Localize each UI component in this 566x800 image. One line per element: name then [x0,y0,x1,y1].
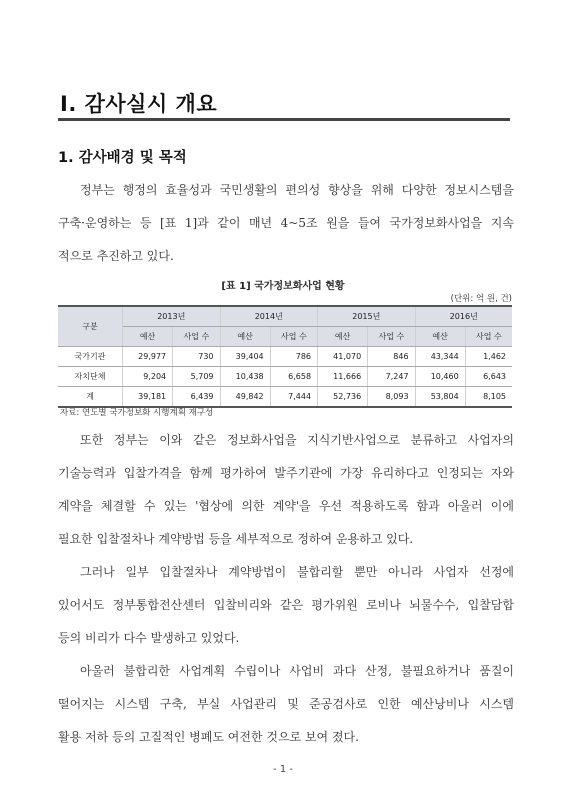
section-title: 1. 감사배경 및 목적 [58,150,187,166]
row-label: 국가기관 [58,347,123,367]
year-header: 2013년 [123,306,221,327]
body-line: 계약을 체결할 수 있는 '협상에 의한 계약'을 우선 적용하도록 함과 아울러 이에 [58,499,514,513]
table-cell: 53,804 [415,387,465,408]
budget-header: 예산 [318,327,368,347]
table-header-row [58,306,512,327]
table-cell: 1,462 [465,347,512,367]
page-number: - 1 - [273,764,293,775]
table-cell: 39,404 [220,347,270,367]
table-cell: 846 [368,347,415,367]
year-header: 2014년 [220,306,318,327]
body-line: 그러나 일부 입찰절차나 계약방법이 불합리할 뿐만 아니라 사업자 선정에 [80,565,514,579]
body-line: 떨어지는 시스템 구축, 부실 사업관리 및 준공검사로 인한 예산낭비나 시스템 [58,697,514,711]
table-cell: 6,658 [270,367,317,387]
table-cell: 49,842 [220,387,270,408]
table-cell: 8,093 [368,387,415,408]
body-line: 필요한 입찰절차나 계약방법 등을 세부적으로 정하여 운용하고 있다. [58,532,414,546]
table-cell: 43,344 [415,347,465,367]
count-header: 사업 수 [173,327,220,347]
body-line: 등의 비리가 다수 발생하고 있었다. [58,631,240,645]
table-cell: 5,709 [173,367,220,387]
table-row [58,367,512,387]
row-header-cell: 구분 [58,306,123,347]
intro-line: 정부는 행정의 효율성과 국민생활의 편의성 향상을 위해 다양한 정보시스템을 [80,183,514,197]
body-line: 기술능력과 입찰가격을 함께 평가하여 발주기관에 가장 유리하다고 인정되는 자와 [58,466,514,480]
intro-line: 적으로 추진하고 있다. [58,249,174,263]
chapter-title: Ⅰ. 감사실시 개요 [60,92,218,116]
body-line: 아울러 불합리한 사업계획 수립이나 사업비 과다 산정, 불필요하거나 품질이 [80,664,514,678]
intro-paragraph [58,180,514,279]
table-cell: 730 [173,347,220,367]
budget-header: 예산 [220,327,270,347]
table-subheader-row [58,327,512,347]
table-cell: 41,070 [318,347,368,367]
budget-header: 예산 [123,327,173,347]
table-cell: 7,247 [368,367,415,387]
table-cell: 9,204 [123,367,173,387]
budget-table [58,305,512,408]
body-line: 활용 저하 등의 고질적인 병폐도 여전한 것으로 보여 졌다. [58,730,359,744]
year-header: 2016년 [415,306,512,327]
table-cell: 786 [270,347,317,367]
body-paragraph [58,430,514,562]
table-total-row [58,387,512,408]
table-cell: 8,105 [465,387,512,408]
table-cell: 29,977 [123,347,173,367]
row-label: 자치단체 [58,367,123,387]
table-cell: 11,666 [318,367,368,387]
intro-line: 구축·운영하는 등 [표 1]과 같이 매년 4~5조 원을 들여 국가정보화사업을 지속 [58,216,514,230]
table-cell: 10,460 [415,367,465,387]
table-cell: 39,181 [123,387,173,408]
chapter-divider [58,118,510,121]
table-cell: 10,438 [220,367,270,387]
budget-header: 예산 [415,327,465,347]
year-header: 2015년 [318,306,416,327]
table-cell: 6,643 [465,367,512,387]
count-header: 사업 수 [368,327,415,347]
table-cell: 52,736 [318,387,368,408]
table-source-note: 자료: 연도별 국가정보화 시행계획 재구성 [60,408,214,418]
table-caption: [표 1] 국가정보화사업 현황 [221,281,345,292]
body-line: 또한 정부는 이와 같은 정보화사업을 지식기반사업으로 분류하고 사업자의 [80,433,514,447]
body-paragraph [58,562,514,661]
table-unit: (단위: 억 원, 건) [450,294,512,304]
body-line: 있어서도 정부통합전산센터 입찰비리와 같은 평가위원 로비나 뇌물수수, 입찰담합 [58,598,514,612]
table-cell: 7,444 [270,387,317,408]
count-header: 사업 수 [465,327,512,347]
body-paragraph [58,661,514,760]
table-cell: 6,439 [173,387,220,408]
count-header: 사업 수 [270,327,317,347]
row-label: 계 [58,387,123,408]
table-row [58,347,512,367]
